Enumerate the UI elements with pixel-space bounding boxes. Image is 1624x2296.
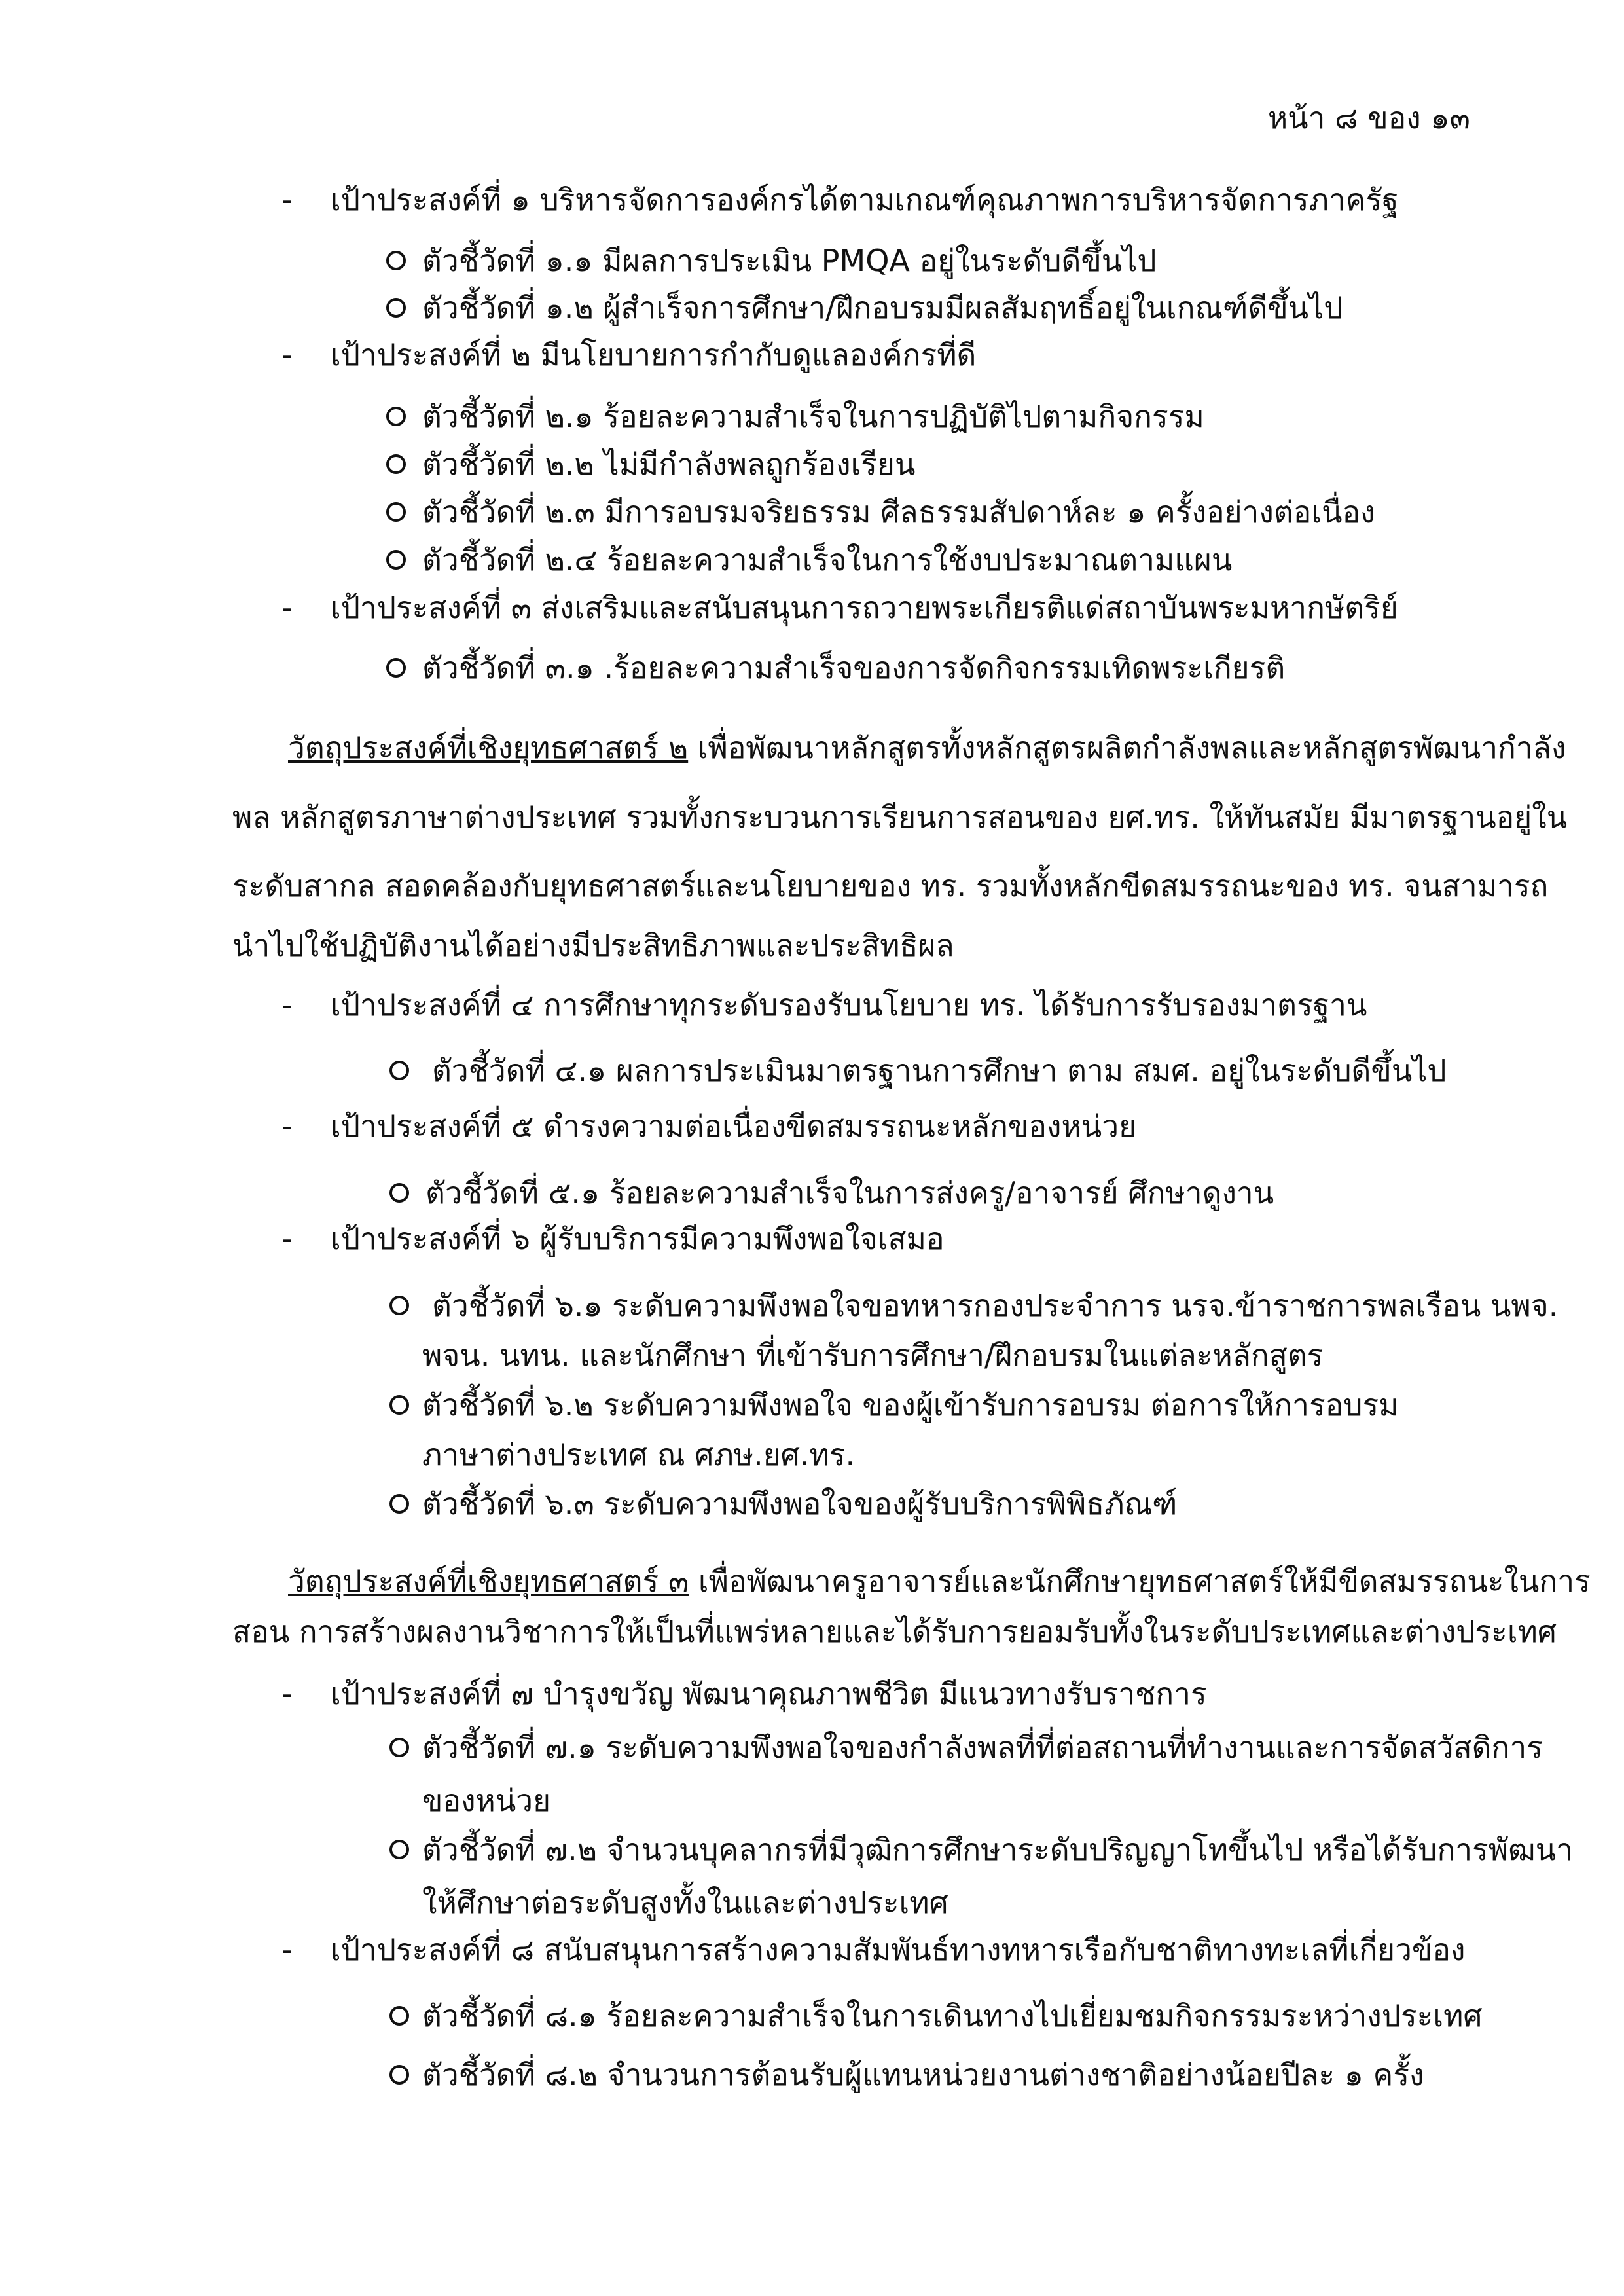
indicator-4-1: ตัวชี้วัดที่ ๔.๑ ผลการประเมินมาตรฐานการศึกษา ตาม สมศ. อยู่ในระดับดีขึ้นไป <box>432 1053 1447 1088</box>
circle-bullet-icon <box>386 658 406 678</box>
indicator-6-1-line-2: พจน. นทน. และนักศึกษา ที่เข้ารับการศึกษา/ฝึกอบรมในแต่ละหลักสูตร <box>422 1338 1324 1373</box>
indicator-6-3: ตัวชี้วัดที่ ๖.๓ ระดับความพึงพอใจของผู้รับบริการพิพิธภัณฑ์ <box>422 1486 1178 1522</box>
circle-bullet-icon <box>389 2006 409 2026</box>
objective-3-line-1 <box>288 1561 1591 1601</box>
indicator-2-4: ตัวชี้วัดที่ ๒.๔ ร้อยละความสำเร็จในการใช้งบประมาณตามแผน <box>422 542 1233 577</box>
objective-2-title: วัตถุประสงค์ที่เชิงยุทธศาสตร์ ๒ <box>288 730 689 765</box>
objective-2-line-4: นำไปใช้ปฏิบัติงานได้อย่างมีประสิทธิภาพและประสิทธิผล <box>232 928 954 963</box>
objective-3-text: เพื่อพัฒนาครูอาจารย์และนักศึกษายุทธศาสตร์ให้มีขีดสมรรถนะในการ <box>689 1563 1591 1599</box>
indicator-7-2-line-1: ตัวชี้วัดที่ ๗.๒ จำนวนบุคลากรที่มีวุฒิการศึกษาระดับปริญญาโทขึ้นไป หรือได้รับการพัฒนา <box>422 1832 1573 1867</box>
indicator-3-1: ตัวชี้วัดที่ ๓.๑ .ร้อยละความสำเร็จของการจัดกิจกรรมเทิดพระเกียรติ <box>422 650 1286 685</box>
goal-4: เป้าประสงค์ที่ ๔ การศึกษาทุกระดับรองรับนโยบาย ทร. ได้รับการรับรองมาตรฐาน <box>331 987 1367 1023</box>
dash-bullet: - <box>281 987 293 1023</box>
dash-bullet: - <box>281 590 293 625</box>
indicator-8-1: ตัวชี้วัดที่ ๘.๑ ร้อยละความสำเร็จในการเดินทางไปเยี่ยมชมกิจกรรมระหว่างประเทศ <box>422 1998 1483 2033</box>
dash-bullet: - <box>281 1108 293 1144</box>
goal-8: เป้าประสงค์ที่ ๘ สนับสนุนการสร้างความสัมพันธ์ทางทหารเรือกับชาติทางทะเลที่เกี่ยวข้อง <box>331 1932 1466 1967</box>
circle-bullet-icon <box>386 550 406 570</box>
goal-3: เป้าประสงค์ที่ ๓ ส่งเสริมและสนับสนุนการถวายพระเกียรติแด่สถาบันพระมหากษัตริย์ <box>331 590 1398 625</box>
goal-7: เป้าประสงค์ที่ ๗ บำรุงขวัญ พัฒนาคุณภาพชีวิต มีแนวทางรับราชการ <box>331 1676 1207 1711</box>
circle-bullet-icon <box>389 1395 409 1415</box>
indicator-2-2: ตัวชี้วัดที่ ๒.๒ ไม่มีกำลังพลถูกร้องเรียน <box>422 446 916 482</box>
circle-bullet-icon <box>389 1183 409 1203</box>
indicator-8-2: ตัวชี้วัดที่ ๘.๒ จำนวนการต้อนรับผู้แทนหน่วยงานต่างชาติอย่างน้อยปีละ ๑ ครั้ง <box>422 2057 1424 2092</box>
indicator-1-1: ตัวชี้วัดที่ ๑.๑ มีผลการประเมิน PMQA อยู่ในระดับดีขึ้นไป <box>422 243 1157 278</box>
objective-2-line-2: พล หลักสูตรภาษาต่างประเทศ รวมทั้งกระบวนการเรียนการสอนของ ยศ.ทร. ให้ทันสมัย มีมาตรฐานอยู่ใน <box>232 799 1568 835</box>
dash-bullet: - <box>281 337 293 373</box>
goal-1: เป้าประสงค์ที่ ๑ บริหารจัดการองค์กรได้ตามเกณฑ์คุณภาพการบริหารจัดการภาครัฐ <box>331 182 1399 217</box>
objective-2-text: เพื่อพัฒนาหลักสูตรทั้งหลักสูตรผลิตกำลังพลและหลักสูตรพัฒนากำลัง <box>688 730 1566 765</box>
circle-bullet-icon <box>386 251 406 270</box>
indicator-2-3: ตัวชี้วัดที่ ๒.๓ มีการอบรมจริยธรรม ศีลธรรมสัปดาห์ละ ๑ ครั้งอย่างต่อเนื่อง <box>422 494 1375 530</box>
dash-bullet: - <box>281 182 293 217</box>
circle-bullet-icon <box>386 502 406 522</box>
goal-2: เป้าประสงค์ที่ ๒ มีนโยบายการกำกับดูแลองค์กรที่ดี <box>331 337 977 373</box>
indicator-6-2-line-2: ภาษาต่างประเทศ ณ ศภษ.ยศ.ทร. <box>422 1437 856 1472</box>
circle-bullet-icon <box>389 1738 409 1757</box>
circle-bullet-icon <box>386 298 406 318</box>
objective-2-line-3: ระดับสากล สอดคล้องกับยุทธศาสตร์และนโยบายของ ทร. รวมทั้งหลักขีดสมรรถนะของ ทร. จนสามารถ <box>232 868 1549 903</box>
circle-bullet-icon <box>389 1061 409 1080</box>
indicator-7-1-line-1: ตัวชี้วัดที่ ๗.๑ ระดับความพึงพอใจของกำลังพลที่ที่ต่อสถานที่ทำงานและการจัดสวัสดิการ <box>422 1730 1543 1765</box>
indicator-7-1-line-2: ของหน่วย <box>422 1783 551 1818</box>
circle-bullet-icon <box>389 1296 409 1315</box>
objective-3-title: วัตถุประสงค์ที่เชิงยุทธศาสตร์ ๓ <box>288 1563 689 1599</box>
goal-5: เป้าประสงค์ที่ ๕ ดำรงความต่อเนื่องขีดสมรรถนะหลักของหน่วย <box>331 1108 1137 1144</box>
circle-bullet-icon <box>389 1840 409 1859</box>
indicator-2-1: ตัวชี้วัดที่ ๒.๑ ร้อยละความสำเร็จในการปฏิบัติไปตามกิจกรรม <box>422 399 1204 434</box>
circle-bullet-icon <box>386 454 406 474</box>
indicator-6-2-line-1: ตัวชี้วัดที่ ๖.๒ ระดับความพึงพอใจ ของผู้เข้ารับการอบรม ต่อการให้การอบรม <box>422 1387 1399 1423</box>
circle-bullet-icon <box>386 407 406 426</box>
indicator-1-2: ตัวชี้วัดที่ ๑.๒ ผู้สำเร็จการศึกษา/ฝึกอบรมมีผลสัมฤทธิ์อยู่ในเกณฑ์ดีขึ้นไป <box>422 290 1343 325</box>
indicator-7-2-line-2: ให้ศึกษาต่อระดับสูงทั้งในและต่างประเทศ <box>422 1885 948 1920</box>
circle-bullet-icon <box>389 1494 409 1514</box>
dash-bullet: - <box>281 1221 293 1256</box>
page-number: หน้า ๘ ของ ๑๓ <box>1267 100 1470 136</box>
circle-bullet-icon <box>389 2065 409 2085</box>
indicator-6-1-line-1: ตัวชี้วัดที่ ๖.๑ ระดับความพึงพอใจขอทหารกองประจำการ นรจ.ข้าราชการพลเรือน นพจ. <box>432 1288 1559 1323</box>
dash-bullet: - <box>281 1932 293 1967</box>
objective-3-line-2: สอน การสร้างผลงานวิชาการให้เป็นที่แพร่หลายและได้รับการยอมรับทั้งในระดับประเทศและต่างประเทศ <box>232 1614 1557 1649</box>
indicator-5-1: ตัวชี้วัดที่ ๕.๑ ร้อยละความสำเร็จในการส่งครู/อาจารย์ ศึกษาดูงาน <box>425 1175 1274 1211</box>
objective-2-line-1 <box>288 728 1566 767</box>
goal-6: เป้าประสงค์ที่ ๖ ผู้รับบริการมีความพึงพอใจเสมอ <box>331 1221 945 1256</box>
dash-bullet: - <box>281 1676 293 1711</box>
